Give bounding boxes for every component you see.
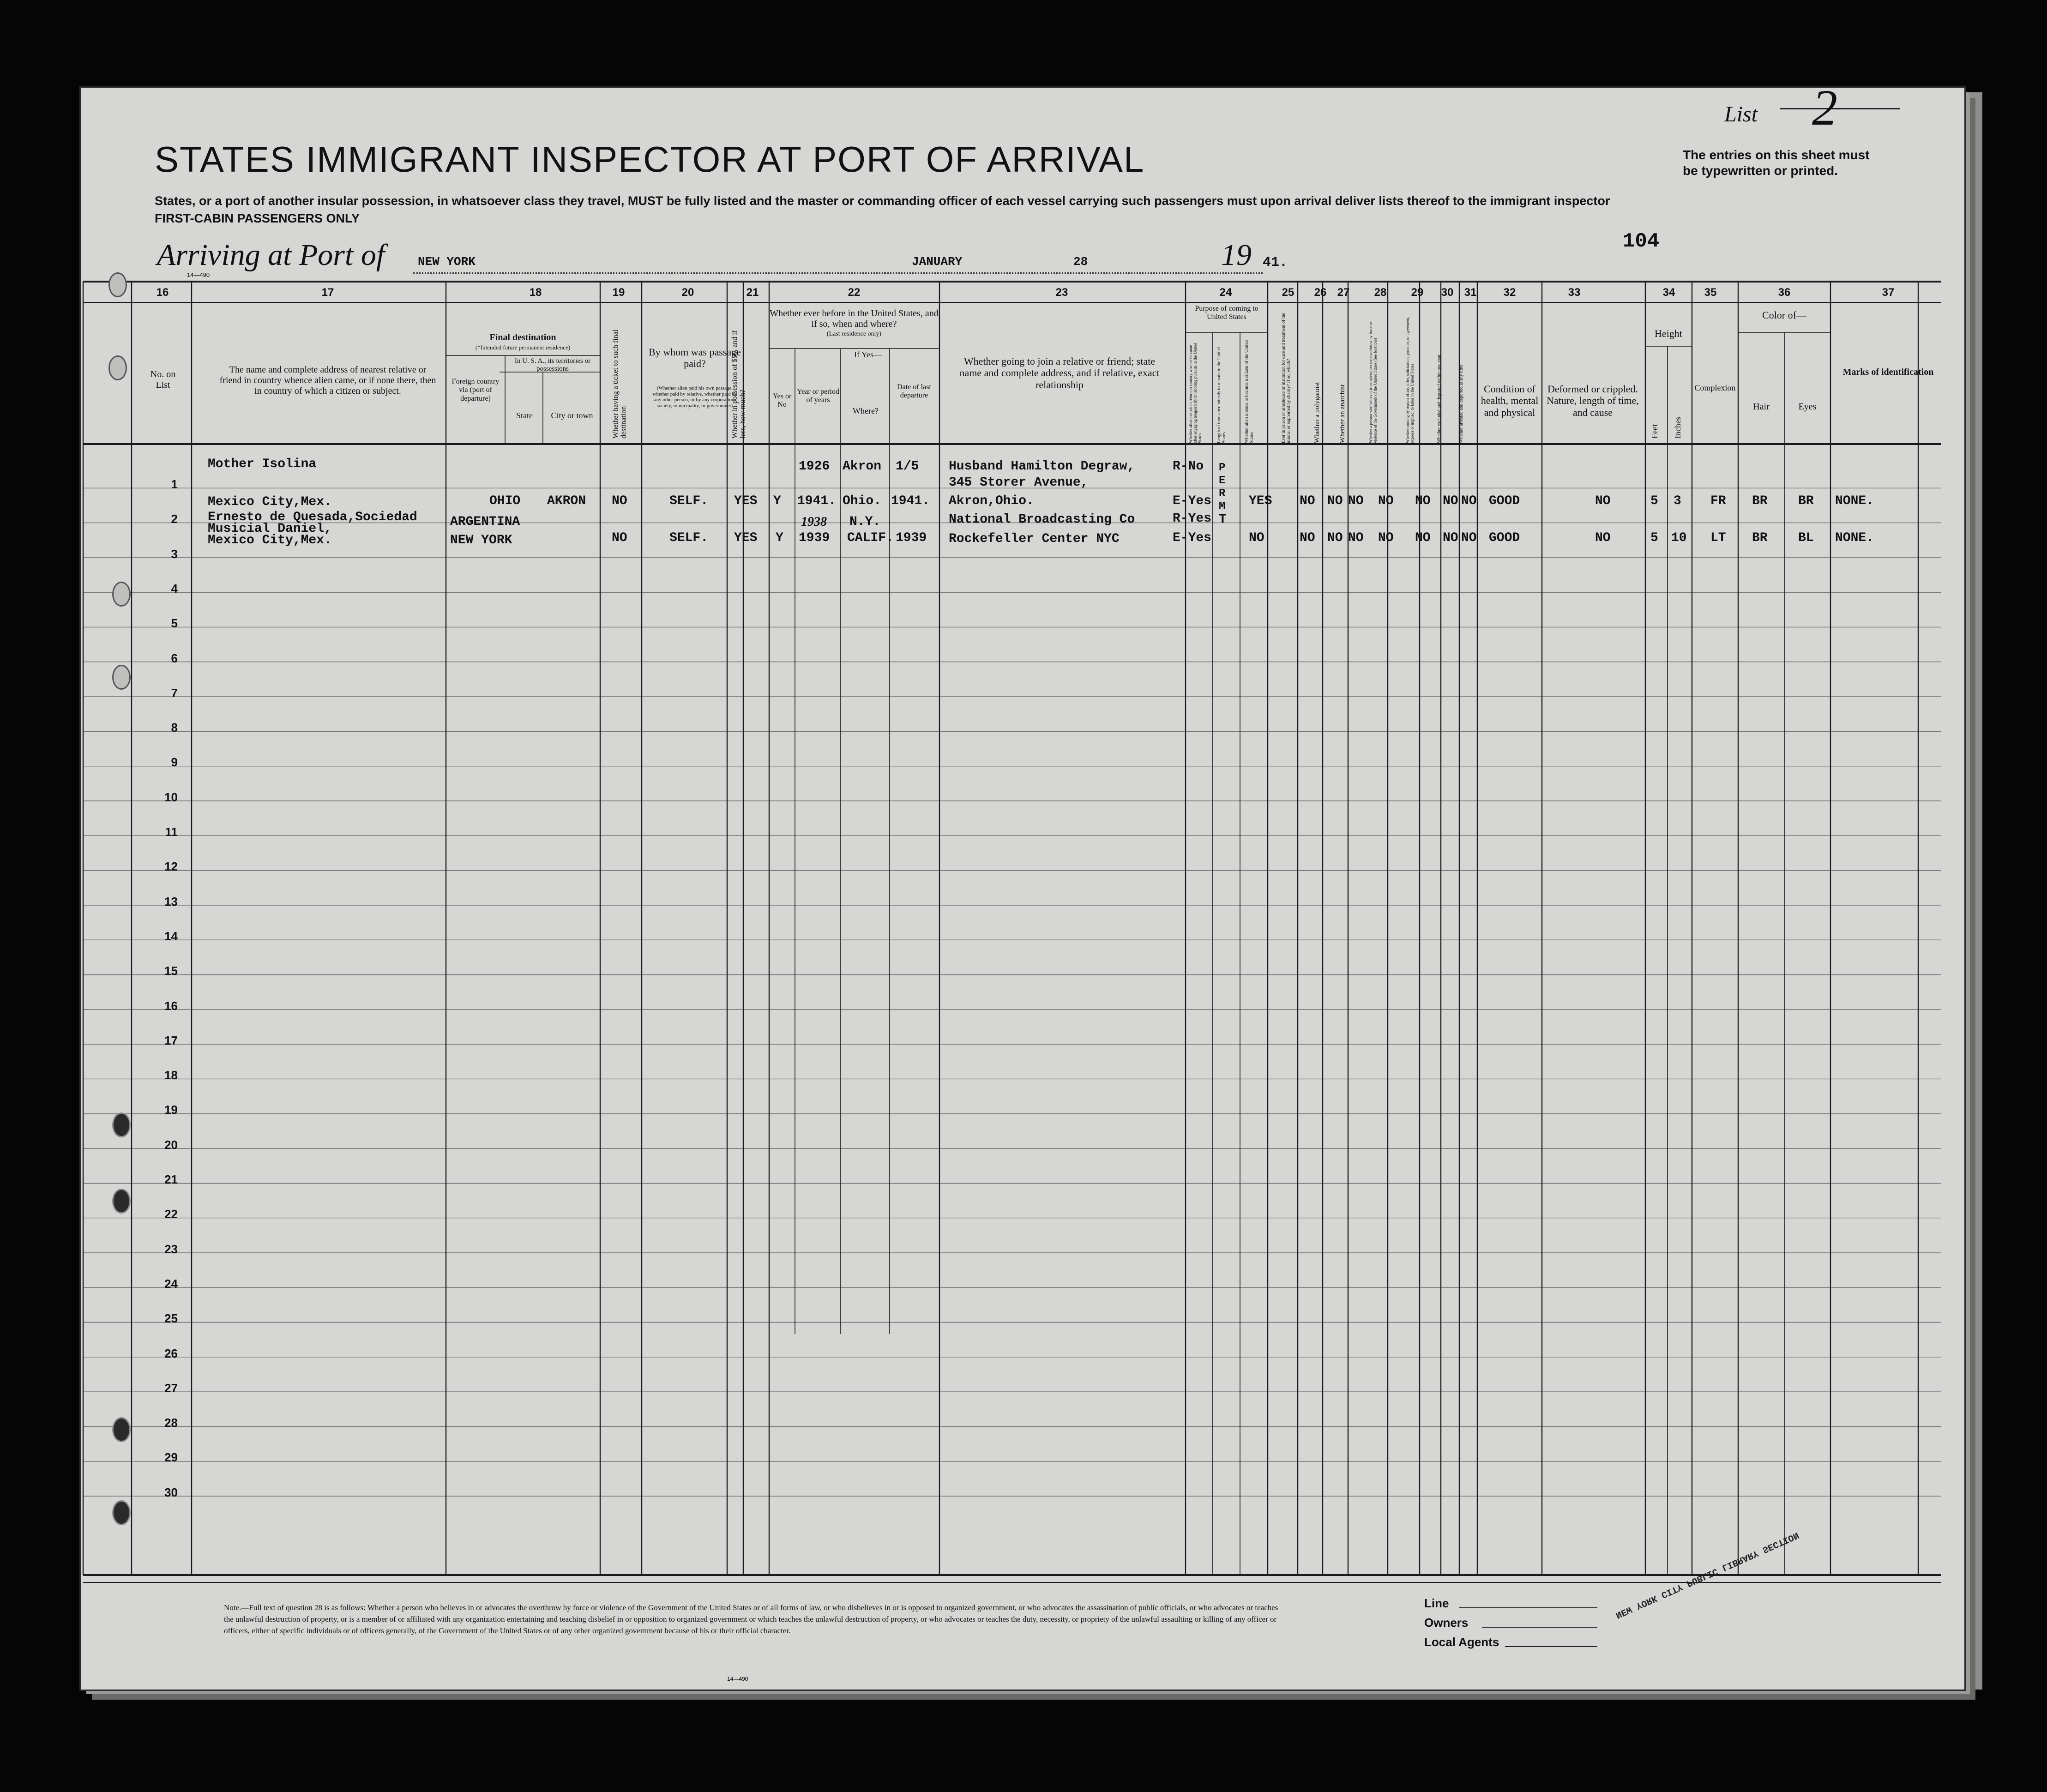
header-purpose-length: Length of time alien intends to remain in the United States — [1216, 347, 1227, 443]
header-date-last-departure: Date of last departure — [897, 383, 931, 400]
col-num-20: 20 — [681, 286, 694, 299]
row2-years-line1: 1938 — [801, 515, 827, 529]
col-num-31: 31 — [1464, 286, 1477, 299]
row1-relative-line1: Mother Isolina — [208, 457, 317, 471]
row2-foreign: ARGENTINA — [450, 515, 520, 529]
row2-eyes: BL — [1798, 531, 1814, 545]
row2-date-line2: 1939 — [896, 531, 927, 545]
row2-length: T — [1219, 512, 1227, 527]
row1-purpose-a-line2: E-Yes — [1173, 494, 1212, 508]
header-relative-address: The name and complete address of nearest relative or friend in country whence alien came, or if none there, then in country of which a citizen or subject. — [219, 365, 436, 396]
row-number: 1 — [171, 477, 178, 491]
header-health: Condition of health, mental and physical — [1481, 383, 1539, 418]
binding-hole — [112, 1189, 131, 1214]
row1-date-line2: 1941. — [891, 494, 930, 508]
row2-purpose-a-line1: R-Yes — [1173, 511, 1212, 526]
row-number: 19 — [164, 1103, 178, 1117]
row1-complexion: FR — [1710, 494, 1726, 508]
sheet-edge — [1968, 92, 1982, 1690]
row2-health: GOOD — [1489, 531, 1520, 545]
port-value: NEW YORK — [418, 255, 476, 269]
row2-ticket: NO — [612, 531, 627, 545]
row-number: 23 — [164, 1242, 178, 1256]
row2-overthrow: NO — [1378, 531, 1394, 545]
col-num-23: 23 — [1055, 286, 1068, 299]
list-label: List — [1724, 102, 1758, 126]
row1-overthrow: NO — [1378, 494, 1394, 508]
row-number: 28 — [164, 1416, 178, 1430]
header-marks: Marks of identification — [1842, 367, 1934, 377]
row-number: 17 — [164, 1033, 178, 1047]
row1-join-line3: Akron,Ohio. — [949, 494, 1034, 508]
row2-feet: 5 — [1650, 531, 1658, 545]
header-ticket: Whether having a ticket to such final destination — [612, 329, 628, 439]
header-arrested: Whether arrested and deported at any time — [1459, 365, 1464, 443]
header-anarchist: Whether an anarchist — [1339, 384, 1346, 443]
row-number: 11 — [165, 825, 178, 839]
row-number: 15 — [164, 964, 178, 978]
header-yes-or-no: Yes or No — [772, 392, 792, 409]
col-num-19: 19 — [612, 286, 625, 299]
header-if-yes: If Yes— — [854, 350, 882, 359]
footer-form-code: 14—490 — [727, 1676, 748, 1682]
header-last-residence: (Last residence only) — [826, 331, 882, 337]
row1-years-line1: 1926 — [799, 459, 830, 474]
binding-hole — [112, 1417, 131, 1442]
row1-purpose-a-line1: R-No — [1173, 459, 1204, 474]
date-month: JANUARY — [912, 255, 963, 269]
row1-excluded: NO — [1443, 494, 1458, 508]
header-possession-50: Whether in possession of $50, and if less, how much? — [731, 330, 747, 439]
binding-hole — [112, 665, 131, 690]
header-year-period: Year or period of years — [797, 388, 839, 404]
row2-inches: 10 — [1671, 531, 1687, 545]
header-usa: In U. S. A., its territories or possessions — [514, 357, 591, 373]
row1-city: AKRON — [547, 494, 586, 508]
row-number: 3 — [171, 547, 178, 561]
col-num-18: 18 — [529, 286, 542, 299]
row2-years-line2: 1939 — [799, 531, 830, 545]
row1-state: OHIO — [489, 494, 521, 508]
col-num-36: 36 — [1778, 286, 1791, 299]
header-inches: Inches — [1673, 417, 1682, 439]
header-purpose: Purpose of coming to United States — [1195, 305, 1258, 321]
row-number: 27 — [164, 1381, 178, 1395]
row-number: 22 — [164, 1207, 178, 1221]
col-num-27: 27 — [1337, 286, 1350, 299]
row2-labor: NO — [1415, 531, 1431, 545]
header-overthrow: Whether a person who believes in or advocates the overthrow by force or violence of the Government of the United States (See footnote) — [1368, 321, 1378, 443]
row2-marks: NONE. — [1835, 531, 1874, 545]
row1-length: PERM — [1219, 462, 1226, 513]
row-number: 4 — [171, 581, 178, 595]
header-where: Where? — [853, 406, 879, 415]
row-number: 6 — [171, 651, 178, 665]
row2-where-line1: N.Y. — [849, 515, 881, 529]
row2-state: NEW YORK — [450, 533, 512, 547]
typewritten-note-1: The entries on this sheet must — [1683, 148, 1870, 162]
row2-excluded: NO — [1443, 531, 1458, 545]
row2-before-yn: Y — [776, 531, 783, 545]
header-eyes: Eyes — [1798, 402, 1817, 412]
col-num-33: 33 — [1568, 286, 1581, 299]
row2-relative-line3: Mexico City,Mex. — [208, 533, 332, 547]
col-num-24: 24 — [1219, 286, 1232, 299]
typewritten-note-2: be typewritten or printed. — [1683, 163, 1838, 178]
row-number: 2 — [171, 512, 178, 526]
row-number: 12 — [164, 860, 178, 874]
binding-hole — [112, 582, 131, 607]
footer-line-label: Line — [1424, 1596, 1449, 1610]
col-num-30: 30 — [1441, 286, 1454, 299]
row-number: 24 — [164, 1276, 178, 1291]
row1-hair: BR — [1752, 494, 1768, 508]
row1-deformed: NO — [1595, 494, 1611, 508]
col-num-25: 25 — [1282, 286, 1294, 299]
row1-health: GOOD — [1489, 494, 1520, 508]
header-join-relative: Whether going to join a relative or friend; state name and complete address, and if relative, exact relationship — [959, 355, 1160, 391]
header-passage-paid: By whom was passage paid? — [649, 346, 741, 370]
row1-eyes: BR — [1798, 494, 1814, 508]
binding-hole — [108, 272, 127, 297]
col-num-37: 37 — [1882, 286, 1895, 299]
footer-agents-rule — [1505, 1646, 1597, 1647]
col-num-34: 34 — [1662, 286, 1675, 299]
row2-polygamist: NO — [1327, 531, 1343, 545]
col-num-26: 26 — [1314, 286, 1327, 299]
col-num-22: 22 — [848, 286, 861, 299]
footer-owners-rule — [1482, 1627, 1597, 1628]
list-number: 2 — [1812, 88, 1837, 136]
header-excluded: Whether excluded and deported within one year — [1437, 354, 1442, 443]
row1-paid-by: SELF. — [669, 494, 709, 508]
header-final-destination: Final destination — [489, 332, 556, 343]
header-polygamist: Whether a polygamist — [1313, 382, 1321, 443]
row-number: 14 — [164, 929, 178, 943]
footer-note: Note.—Full text of question 28 is as follows: Whether a person who believes in or advocates the overthrow by force or violence of the Government of the United States or of all forms of law, or who disbelieves in or is opposed to organized government, or who advocates the assassination of public officials, or who advocates or teaches the unlawful destruction of property, or is a member of or affiliated with any organization entertaining and teaching disbelief in or opposition to organized government or which teaches the unlawful destruction of property, or who advocates or teaches the duty, necessity, or propriety of the unlawful assaulting or killing of any officer or officers, either of specific individuals or of officers generally, of the Government of the United States or of any other organized government because of his or their official character. — [224, 1603, 1278, 1635]
page-number: 104 — [1623, 230, 1660, 253]
row1-years-line2: 1941. — [797, 494, 837, 508]
row-number: 21 — [164, 1173, 178, 1186]
header-no-on-list: No. on List — [150, 369, 176, 390]
row1-where-line1: Akron — [843, 459, 882, 474]
header-labor-offer: Whether coming by reason of any offer, solicitation, promise, or agreement, express or implied, to labor in the United States — [1405, 317, 1415, 443]
row1-anarchist: NO — [1348, 494, 1364, 508]
row1-join-line1: Husband Hamilton Degraw, — [949, 459, 1135, 474]
form-code-top: 14—490 — [187, 271, 210, 278]
header-hair: Hair — [1753, 402, 1770, 412]
row2-purpose-a-line2: E-Yes — [1173, 531, 1212, 545]
row2-join-line1: National Broadcasting Co — [949, 512, 1135, 527]
row2-paid-by: SELF. — [669, 531, 709, 545]
row1-has50: YES — [734, 494, 758, 508]
header-prison: Ever in prison or almshouse or institution for care and treatment of the insane, or supported by charity? If so, which? — [1281, 313, 1291, 443]
row2-join-line2: Rockefeller Center NYC — [949, 532, 1120, 546]
year-prefix: 19 — [1221, 238, 1252, 272]
header-complexion: Complexion — [1694, 383, 1736, 392]
row1-inches: 3 — [1674, 494, 1681, 508]
row-number: 5 — [171, 616, 178, 631]
row2-arrested: NO — [1461, 531, 1477, 545]
col-num-32: 32 — [1503, 286, 1516, 299]
col-num-29: 29 — [1411, 286, 1424, 299]
row1-feet: 5 — [1650, 494, 1658, 508]
row-number: 18 — [164, 1068, 178, 1082]
row2-has50: YES — [734, 531, 758, 545]
row-number: 20 — [164, 1137, 178, 1152]
col-num-21: 21 — [746, 286, 759, 299]
library-stamp: NEW YORK CITY PUBLIC LIBRARY SECTION — [1614, 1529, 1800, 1620]
row-number: 10 — [164, 790, 178, 804]
header-final-destination-note: (*Intended future permanent residence) — [475, 344, 571, 351]
row2-relative-line2: Musicial Daniel, — [208, 522, 332, 536]
page-title: STATES IMMIGRANT INSPECTOR AT PORT OF ARRIVAL — [155, 139, 1145, 180]
row1-labor: NO — [1415, 494, 1431, 508]
date-day: 28 — [1073, 255, 1088, 269]
binding-hole — [108, 355, 127, 380]
binding-hole — [112, 1500, 131, 1525]
header-purpose-citizen: Whether alien intends to become a citizen of the United States — [1244, 340, 1254, 443]
row1-prison: NO — [1300, 494, 1315, 508]
row-number: 7 — [171, 686, 178, 700]
arriving-label: Arriving at Port of — [157, 238, 385, 272]
row2-relative-line1: Ernesto de Quesada,Sociedad — [208, 510, 417, 524]
header-foreign-country: Foreign country via (port of departure) — [452, 378, 500, 403]
row-number: 29 — [164, 1450, 178, 1465]
subtitle-line-1: States, or a port of another insular possession, in whatsoever class they travel, MUST be fully listed and the master or commanding officer of each vessel carrying such passengers must upon arrival deliver lists thereof to the immigrant inspector — [155, 194, 1610, 208]
col-num-28: 28 — [1374, 286, 1387, 299]
footer-agents-label: Local Agents — [1424, 1635, 1499, 1649]
row2-citizen: NO — [1249, 531, 1264, 545]
row-number: 9 — [171, 755, 178, 770]
year-suffix: 41. — [1263, 255, 1288, 271]
row1-join-line2: 345 Storer Avenue, — [949, 475, 1089, 490]
header-deformed: Deformed or crippled. Nature, length of time, and cause — [1547, 383, 1639, 418]
header-city: City or town — [551, 411, 593, 420]
row1-where-line2: Ohio. — [843, 494, 882, 508]
header-purpose-return: Whether alien intends to return to country whence he came after engaging temporarily in laboring pursuits in the United States — [1188, 343, 1202, 443]
col-num-16: 16 — [156, 286, 169, 299]
row2-complexion: LT — [1710, 531, 1726, 545]
row1-ticket: NO — [612, 494, 627, 508]
footer-owners-label: Owners — [1424, 1616, 1469, 1630]
binding-hole — [112, 1112, 131, 1137]
header-height: Height — [1655, 328, 1682, 339]
row-number: 8 — [171, 721, 178, 735]
manifest-sheet — [81, 88, 1964, 1690]
row1-polygamist: NO — [1327, 494, 1343, 508]
row1-before-yn: Y — [773, 494, 781, 508]
row1-citizen: YES — [1249, 494, 1272, 508]
col-num-35: 35 — [1704, 286, 1717, 299]
header-passage-note: (Whether alien paid his own passage, whether paid by relative, whether paid by any other person, or by any corporation, society, municipality, or government) — [652, 385, 737, 409]
footer-line-rule — [1459, 1607, 1597, 1608]
col-num-17: 17 — [321, 286, 334, 299]
row2-anarchist: NO — [1348, 531, 1364, 545]
header-feet: Feet — [1650, 424, 1659, 439]
row-number: 26 — [164, 1346, 178, 1360]
header-ever-before: Whether ever before in the United States, and if so, when and where? — [770, 308, 939, 329]
row-number: 25 — [164, 1311, 178, 1326]
row2-hair: BR — [1752, 531, 1768, 545]
row1-marks: NONE. — [1835, 494, 1874, 508]
header-state: State — [516, 411, 533, 420]
row-number: 13 — [164, 894, 178, 908]
row2-where-line2: CALIF. — [847, 531, 894, 545]
row-number: 30 — [164, 1485, 178, 1499]
row1-arrested: NO — [1461, 494, 1477, 508]
subtitle-line-2: FIRST-CABIN PASSENGERS ONLY — [155, 211, 360, 225]
row1-date-line1: 1/5 — [896, 459, 919, 474]
row2-prison: NO — [1300, 531, 1315, 545]
row1-relative-line2: Mexico City,Mex. — [208, 495, 332, 509]
header-color-of: Color of— — [1762, 309, 1806, 321]
row2-deformed: NO — [1595, 531, 1611, 545]
row-number: 16 — [164, 998, 178, 1013]
